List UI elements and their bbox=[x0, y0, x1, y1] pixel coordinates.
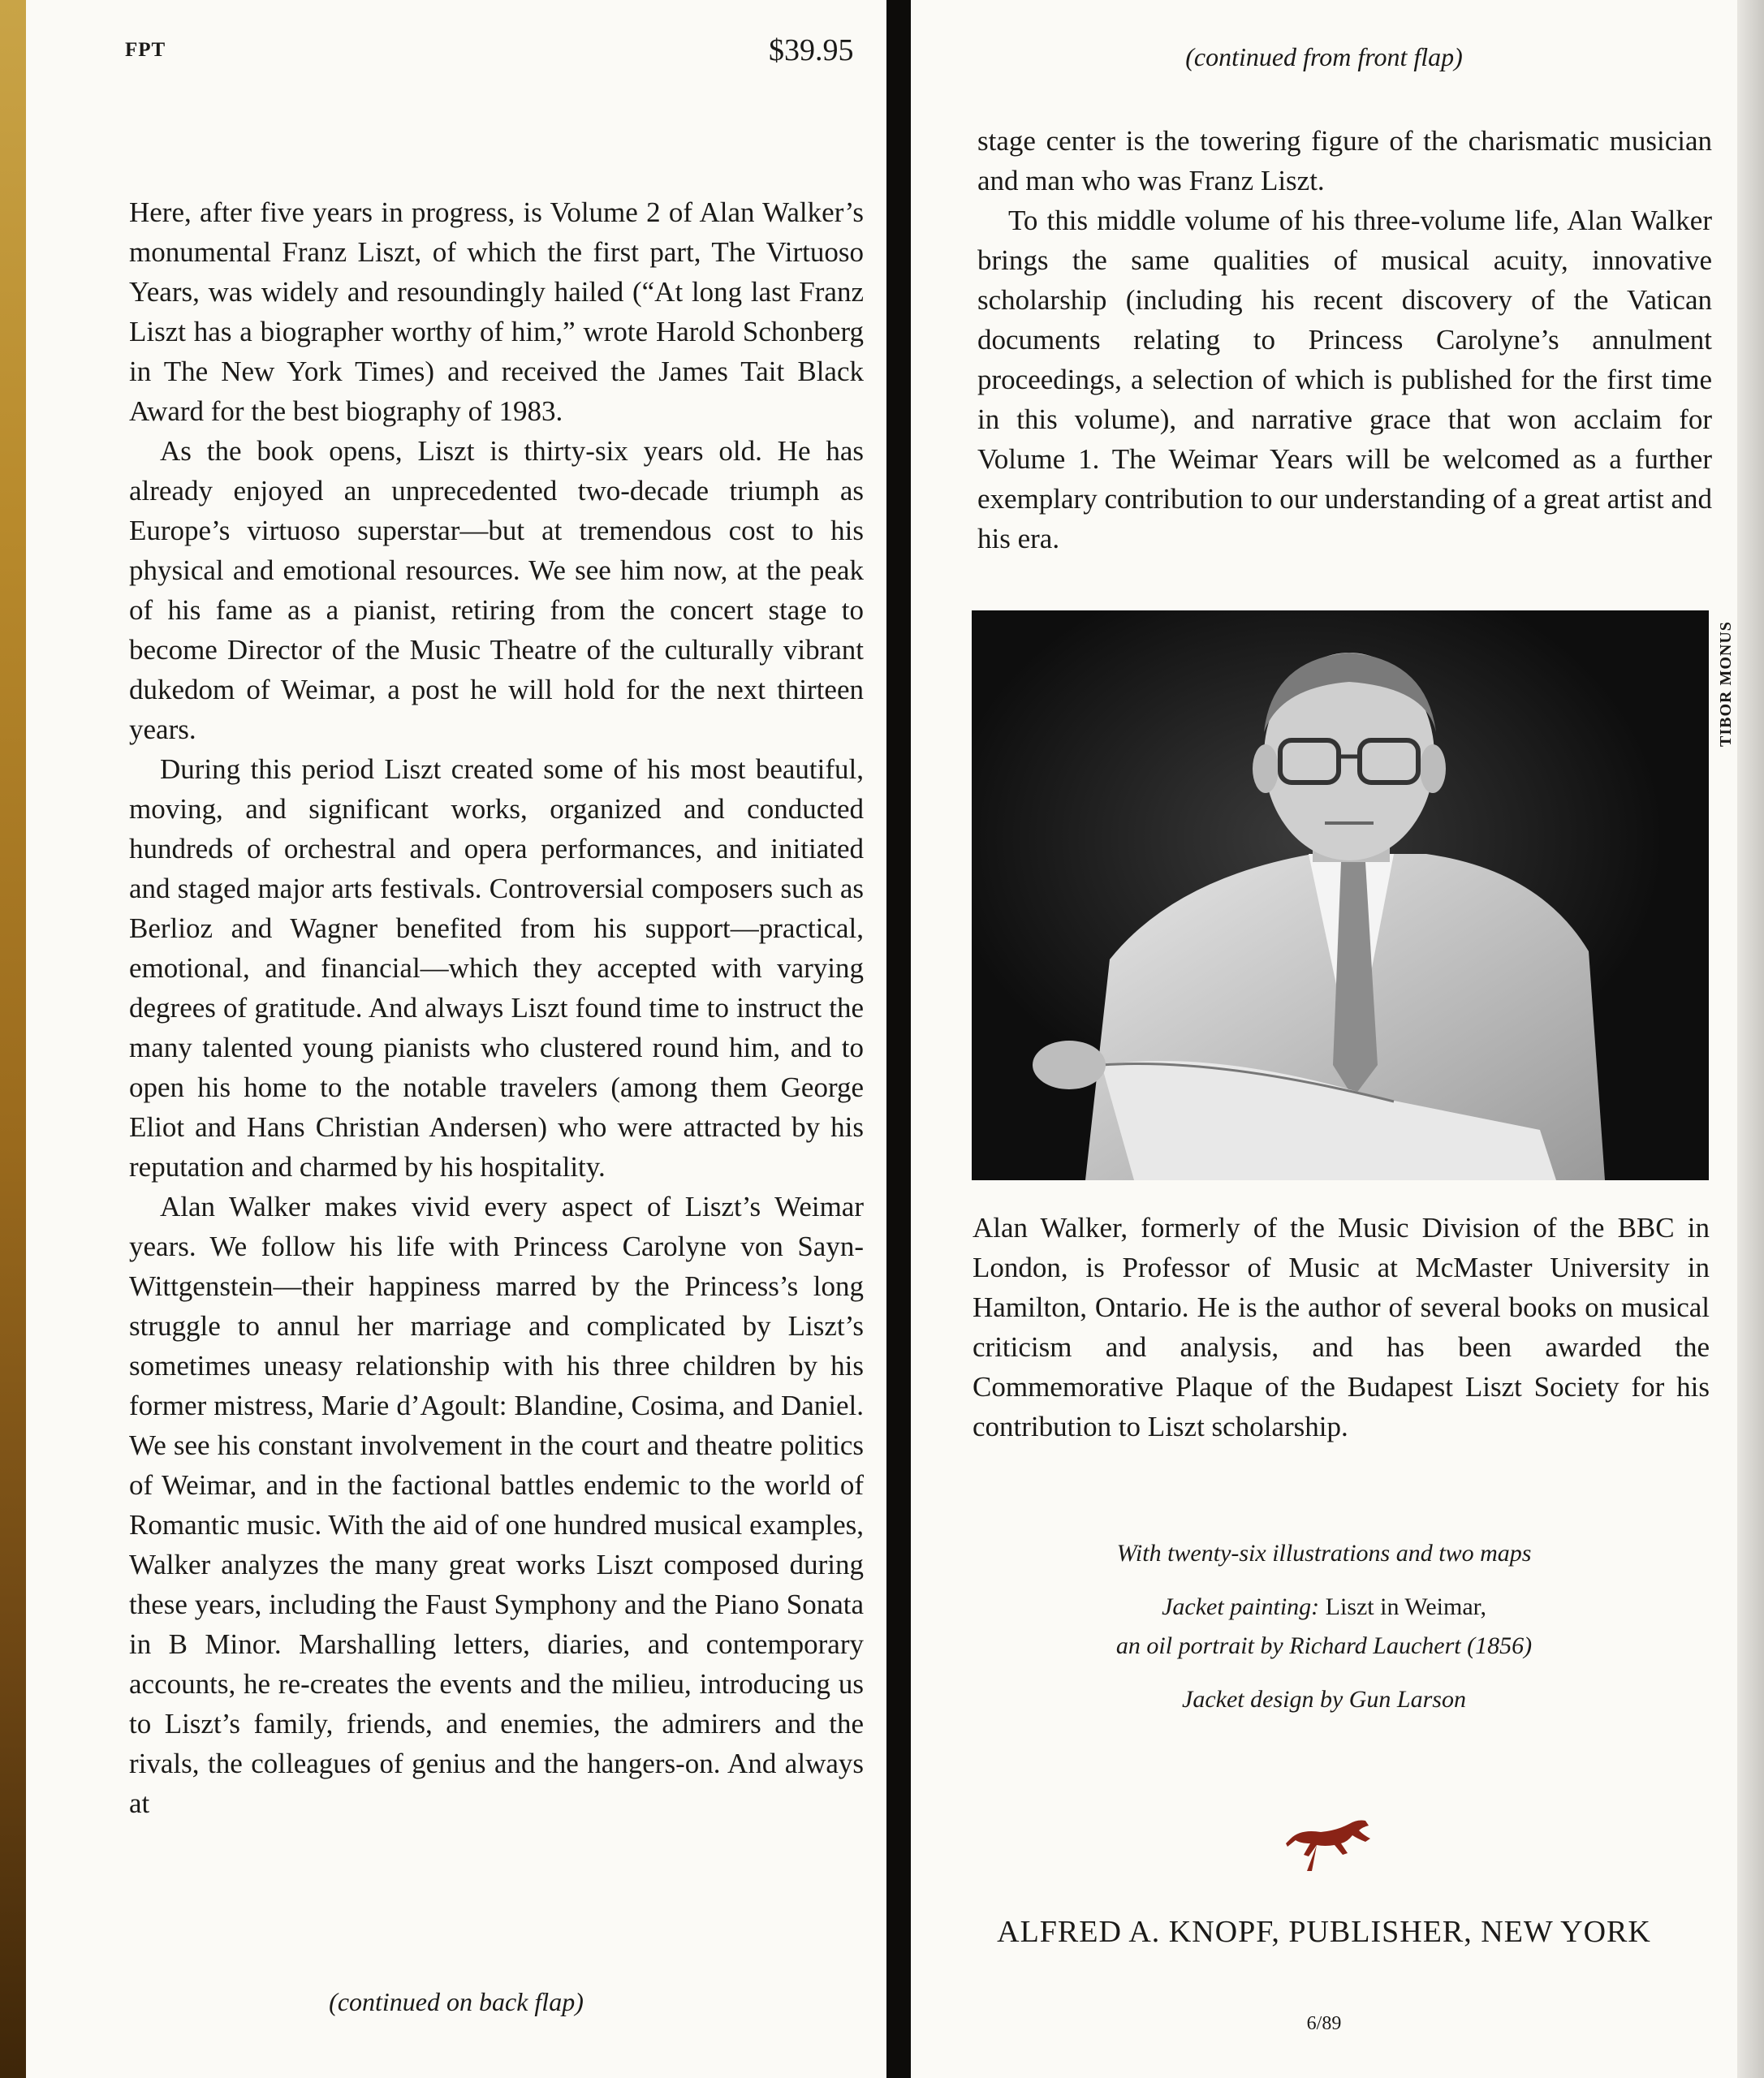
front-flap-text bbox=[129, 192, 864, 1823]
front-paragraph-2: As the book opens, Liszt is thirty-six years old. He has already enjoyed an unprecedented two-decade triumph as Europe’s virtuoso superstar—but at tremendous cost to his physical and emotional resources. We see him now, at the peak of his fame as a pianist, retiring from the concert stage to become Director of the Music Theatre of the culturally vibrant dukedom of Weimar, a post he will hold for the next thirteen years. bbox=[129, 435, 864, 745]
continued-from-front-note: (continued from front flap) bbox=[1185, 42, 1463, 71]
photo-credit: TIBOR MONUS bbox=[1717, 621, 1735, 747]
jacket-design-credit: Jacket design by Gun Larson bbox=[1182, 1686, 1466, 1713]
author-photo bbox=[972, 610, 1709, 1180]
back-flap bbox=[911, 0, 1737, 2078]
price: $39.95 bbox=[769, 33, 854, 67]
jacket-painting-label: Jacket painting: bbox=[1162, 1593, 1320, 1620]
back-paragraph-2: To this middle volume of his three-volume life, Alan Walker brings the same qualities of musical acuity, innovative scholarship (including his recent discovery of the Vatican documents relating to Princess Carolyne’s annulment proceedings, a selection of which is published for the first time in this volume), and narrative grace that won acclaim for Volume 1. The Weimar Years will be welcomed as a further exemplary contribution to our understanding of a great artist and his era. bbox=[977, 205, 1712, 554]
continued-on-back-note: (continued on back flap) bbox=[329, 1987, 584, 2016]
publisher-line: ALFRED A. KNOPF, PUBLISHER, NEW YORK bbox=[997, 1915, 1651, 1949]
jacket-edge-right bbox=[1737, 0, 1764, 2078]
front-paragraph-1: Here, after five years in progress, is Volume 2 of Alan Walker’s monumental Franz Liszt, of which the first part, The Virtuoso Years, was widely and resoundingly hailed (“At long last Franz Liszt has a biographer worthy of him,” wrote Harold Schonberg in The New York Times) and received the James Tait Black Award for the best biography of 1983. bbox=[129, 196, 864, 427]
back-flap-text bbox=[977, 121, 1712, 558]
author-bio bbox=[973, 1208, 1710, 1446]
jacket-painting-line bbox=[911, 1588, 1737, 1627]
illustrations-note: With twenty-six illustrations and two maps bbox=[1116, 1540, 1532, 1567]
front-paragraph-4: Alan Walker makes vivid every aspect of Liszt’s Weimar years. We follow his life with Princess Carolyne von Sayn-Wittgenstein—their happiness marred by the Princess’s long struggle to annul her marriage and complicated by Liszt’s sometimes uneasy relationship with his three children by his former mistress, Marie d’Agoult: Blandine, Cosima, and Daniel. We see his constant involvement in the court and theatre politics of Weimar, and in the factional battles endemic to the world of Romantic music. With the aid of one hundred musical examples, Walker analyzes the many great works Liszt composed during these years, including the Faust Symphony and the Piano Sonata in B Minor. Marshalling letters, diaries, and contemporary accounts, he re-creates the events and the milieu, introducing us to Liszt’s family, friends, and enemies, the admirers and the rivals, the colleagues of genius and the hangers-on. And always at bbox=[129, 1191, 864, 1819]
flap-code: FPT bbox=[125, 39, 166, 61]
jacket-edge-left bbox=[0, 0, 26, 2078]
front-paragraph-3: During this period Liszt created some of his most beautiful, moving, and significant works, organized and conducted hundreds of orchestral and opera performances, and initiated and staged major arts festivals. Controversial composers such as Berlioz and Wagner benefited from his support—practical, emotional, and financial—which they accepted with varying degrees of gratitude. And always Liszt found time to instruct the many talented young pianists who clustered round him, and to open his home to the notable travelers (among them George Eliot and Hans Christian Andersen) who were attracted by his reputation and charmed by his hospitality. bbox=[129, 753, 864, 1183]
date-code: 6/89 bbox=[1306, 2013, 1342, 2034]
jacket-painting-title: Liszt in Weimar, bbox=[1325, 1593, 1486, 1620]
jacket-painting-detail: an oil portrait by Richard Lauchert (1856) bbox=[1115, 1632, 1533, 1659]
back-paragraph-1: stage center is the towering figure of the charismatic musician and man who was Franz Liszt. bbox=[977, 125, 1712, 196]
borzoi-dog-icon bbox=[1284, 1806, 1374, 1875]
bio-paragraph: Alan Walker, formerly of the Music Division of the BBC in London, is Professor of Music at McMaster University in Hamilton, Ontario. He is the author of several books on musical criticism and analysis, and has been awarded the Commemorative Plaque of the Budapest Liszt Society for his contribution to Liszt scholarship. bbox=[973, 1212, 1710, 1442]
front-flap bbox=[26, 0, 886, 2078]
jacket-credits bbox=[911, 1534, 1737, 1719]
